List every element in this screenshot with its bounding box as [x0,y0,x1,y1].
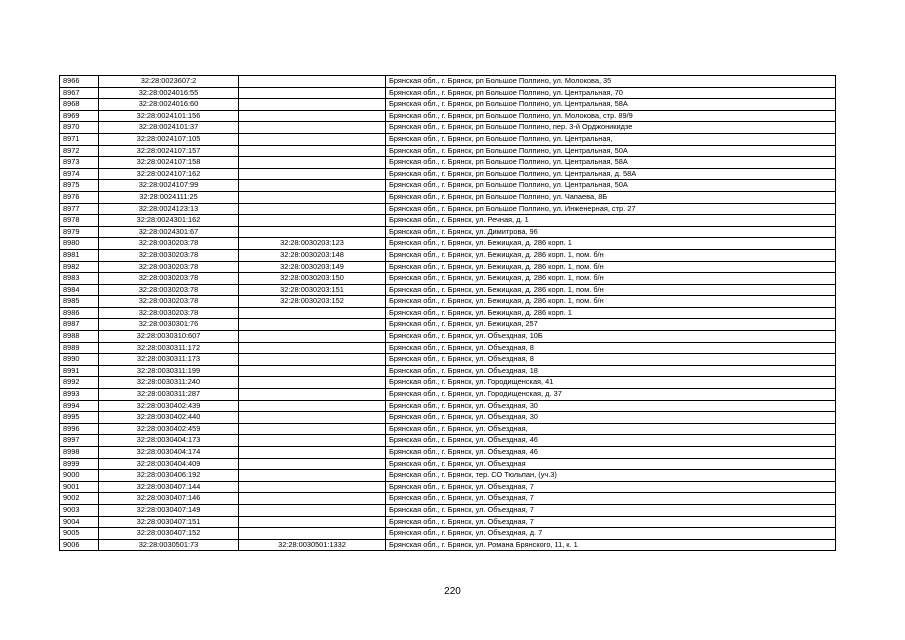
cadastral-number-cell: 32:28:0030402:440 [99,412,239,424]
table-row [60,157,836,169]
object-number-cell [239,400,386,412]
row-number-cell: 8981 [60,249,99,261]
row-number-cell: 8991 [60,365,99,377]
object-number-cell [239,528,386,540]
address-cell: Брянская обл., г. Брянск, ул. Объездная, 18 [386,365,836,377]
cadastral-number-cell: 32:28:0030311:199 [99,365,239,377]
row-number-cell: 8972 [60,145,99,157]
table-row [60,110,836,122]
row-number-cell: 9005 [60,528,99,540]
object-number-cell [239,191,386,203]
table-row [60,249,836,261]
row-number-cell: 8973 [60,157,99,169]
table-row [60,447,836,459]
cadastral-number-cell: 32:28:0030406:192 [99,470,239,482]
registry-table-body [60,76,836,551]
cadastral-number-cell: 32:28:0024107:157 [99,145,239,157]
address-cell: Брянская обл., г. Брянск, ул. Бежицкая, д. 286 корп. 1 [386,238,836,250]
row-number-cell: 8993 [60,389,99,401]
cadastral-number-cell: 32:28:0024107:99 [99,180,239,192]
address-cell: Брянская обл., г. Брянск, рп Большое Полпино, ул. Центральная, 58А [386,99,836,111]
row-number-cell: 8976 [60,191,99,203]
row-number-cell: 8971 [60,133,99,145]
cadastral-number-cell: 32:28:0030404:409 [99,458,239,470]
row-number-cell: 9003 [60,504,99,516]
table-row [60,389,836,401]
cadastral-number-cell: 32:28:0030311:287 [99,389,239,401]
row-number-cell: 8974 [60,168,99,180]
cadastral-number-cell: 32:28:0030407:152 [99,528,239,540]
cadastral-number-cell: 32:28:0030203:78 [99,249,239,261]
table-row [60,191,836,203]
table-row [60,122,836,134]
address-cell: Брянская обл., г. Брянск, ул. Бежицкая, д. 286 корп. 1, пом. б/н [386,273,836,285]
object-number-cell [239,76,386,88]
table-row [60,307,836,319]
cadastral-number-cell: 32:28:0030203:78 [99,238,239,250]
cadastral-number-cell: 32:28:0024111:25 [99,191,239,203]
row-number-cell: 8966 [60,76,99,88]
address-cell: Брянская обл., г. Брянск, ул. Объездная, 7 [386,516,836,528]
object-number-cell [239,133,386,145]
table-row [60,87,836,99]
address-cell: Брянская обл., г. Брянск, ул. Городищенская, д. 37 [386,389,836,401]
object-number-cell: 32:28:0030203:148 [239,249,386,261]
address-cell: Брянская обл., г. Брянск, ул. Димитрова, 96 [386,226,836,238]
table-row [60,354,836,366]
row-number-cell: 8975 [60,180,99,192]
cadastral-number-cell: 32:28:0024016:60 [99,99,239,111]
address-cell: Брянская обл., г. Брянск, ул. Городищенская, 41 [386,377,836,389]
cadastral-number-cell: 32:28:0024107:158 [99,157,239,169]
cadastral-number-cell: 32:28:0024301:162 [99,215,239,227]
address-cell: Брянская обл., г. Брянск, ул. Объездная, 7 [386,481,836,493]
row-number-cell: 8990 [60,354,99,366]
address-cell: Брянская обл., г. Брянск, рп Большое Полпино, пер. 3-й Орджоникидзе [386,122,836,134]
table-row [60,516,836,528]
cadastral-number-cell: 32:28:0024123:13 [99,203,239,215]
cadastral-number-cell: 32:28:0024101:156 [99,110,239,122]
object-number-cell [239,481,386,493]
row-number-cell: 8970 [60,122,99,134]
address-cell: Брянская обл., г. Брянск, ул. Бежицкая, д. 286 корп. 1, пом. б/н [386,249,836,261]
object-number-cell [239,377,386,389]
object-number-cell [239,145,386,157]
row-number-cell: 8978 [60,215,99,227]
table-row [60,168,836,180]
address-cell: Брянская обл., г. Брянск, ул. Объездная, 46 [386,447,836,459]
cadastral-number-cell: 32:28:0024301:67 [99,226,239,238]
address-cell: Брянская обл., г. Брянск, рп Большое Полпино, ул. Центральная, 50А [386,145,836,157]
cadastral-number-cell: 32:28:0030501:73 [99,539,239,551]
object-number-cell [239,99,386,111]
table-row [60,273,836,285]
object-number-cell: 32:28:0030203:151 [239,284,386,296]
object-number-cell [239,122,386,134]
address-cell: Брянская обл., г. Брянск, ул. Объездная, 8 [386,354,836,366]
row-number-cell: 9006 [60,539,99,551]
table-row [60,215,836,227]
table-row [60,400,836,412]
object-number-cell: 32:28:0030203:150 [239,273,386,285]
cadastral-number-cell: 32:28:0030407:144 [99,481,239,493]
row-number-cell: 8983 [60,273,99,285]
address-cell: Брянская обл., г. Брянск, рп Большое Полпино, ул. Центральная, 70 [386,87,836,99]
address-cell: Брянская обл., г. Брянск, рп Большое Полпино, ул. Чапаева, 8Б [386,191,836,203]
address-cell: Брянская обл., г. Брянск, ул. Объездная, 7 [386,504,836,516]
object-number-cell: 32:28:0030203:123 [239,238,386,250]
table-row [60,180,836,192]
object-number-cell [239,365,386,377]
cadastral-number-cell: 32:28:0030203:78 [99,296,239,308]
object-number-cell [239,423,386,435]
object-number-cell [239,226,386,238]
address-cell: Брянская обл., г. Брянск, ул. Бежицкая, 257 [386,319,836,331]
row-number-cell: 8999 [60,458,99,470]
cadastral-number-cell: 32:28:0023607:2 [99,76,239,88]
cadastral-number-cell: 32:28:0030203:78 [99,273,239,285]
cadastral-number-cell: 32:28:0030402:459 [99,423,239,435]
row-number-cell: 8985 [60,296,99,308]
address-cell: Брянская обл., г. Брянск, рп Большое Полпино, ул. Молокова, 35 [386,76,836,88]
table-row [60,470,836,482]
address-cell: Брянская обл., г. Брянск, рп Большое Полпино, ул. Инженерная, стр. 27 [386,203,836,215]
row-number-cell: 8998 [60,447,99,459]
cadastral-number-cell: 32:28:0030311:173 [99,354,239,366]
object-number-cell [239,215,386,227]
address-cell: Брянская обл., г. Брянск, рп Большое Полпино, ул. Центральная, д. 58А [386,168,836,180]
table-row [60,412,836,424]
object-number-cell: 32:28:0030501:1332 [239,539,386,551]
row-number-cell: 8989 [60,342,99,354]
address-cell: Брянская обл., г. Брянск, ул. Объездная, 8 [386,342,836,354]
object-number-cell: 32:28:0030203:152 [239,296,386,308]
row-number-cell: 8997 [60,435,99,447]
object-number-cell [239,319,386,331]
row-number-cell: 8994 [60,400,99,412]
table-row [60,458,836,470]
table-row [60,528,836,540]
address-cell: Брянская обл., г. Брянск, рп Большое Полпино, ул. Молокова, стр. 89/9 [386,110,836,122]
row-number-cell: 8979 [60,226,99,238]
address-cell: Брянская обл., г. Брянск, рп Большое Полпино, ул. Центральная, 50А [386,180,836,192]
table-row [60,481,836,493]
row-number-cell: 8995 [60,412,99,424]
row-number-cell: 8986 [60,307,99,319]
object-number-cell [239,157,386,169]
cadastral-number-cell: 32:28:0030310:607 [99,331,239,343]
row-number-cell: 8996 [60,423,99,435]
row-number-cell: 9004 [60,516,99,528]
address-cell: Брянская обл., г. Брянск, ул. Объездная, [386,423,836,435]
cadastral-number-cell: 32:28:0024016:55 [99,87,239,99]
object-number-cell [239,447,386,459]
cadastral-number-cell: 32:28:0030311:240 [99,377,239,389]
object-number-cell [239,504,386,516]
row-number-cell: 8988 [60,331,99,343]
address-cell: Брянская обл., г. Брянск, ул. Объездная, 46 [386,435,836,447]
address-cell: Брянская обл., г. Брянск, ул. Бежицкая, д. 286 корп. 1, пом. б/н [386,284,836,296]
row-number-cell: 8969 [60,110,99,122]
row-number-cell: 8992 [60,377,99,389]
cadastral-number-cell: 32:28:0030203:78 [99,307,239,319]
address-cell: Брянская обл., г. Брянск, ул. Объездная, 30 [386,400,836,412]
object-number-cell [239,389,386,401]
object-number-cell [239,516,386,528]
address-cell: Брянская обл., г. Брянск, ул. Объездная, 7 [386,493,836,505]
object-number-cell [239,412,386,424]
object-number-cell [239,168,386,180]
table-row [60,76,836,88]
object-number-cell [239,493,386,505]
cadastral-number-cell: 32:28:0030407:146 [99,493,239,505]
page-number: 220 [444,586,461,597]
object-number-cell [239,435,386,447]
table-row [60,435,836,447]
object-number-cell [239,307,386,319]
object-number-cell [239,331,386,343]
row-number-cell: 8984 [60,284,99,296]
object-number-cell [239,354,386,366]
table-row [60,99,836,111]
row-number-cell: 8987 [60,319,99,331]
table-row [60,493,836,505]
row-number-cell: 9001 [60,481,99,493]
cadastral-number-cell: 32:28:0030203:78 [99,284,239,296]
table-row [60,296,836,308]
row-number-cell: 8982 [60,261,99,273]
cadastral-number-cell: 32:28:0024101:37 [99,122,239,134]
registry-table [59,75,836,551]
table-row [60,377,836,389]
cadastral-number-cell: 32:28:0024107:105 [99,133,239,145]
object-number-cell [239,203,386,215]
cadastral-number-cell: 32:28:0024107:162 [99,168,239,180]
object-number-cell: 32:28:0030203:149 [239,261,386,273]
cadastral-number-cell: 32:28:0030407:149 [99,504,239,516]
table-row [60,226,836,238]
table-row [60,284,836,296]
object-number-cell [239,180,386,192]
table-row [60,539,836,551]
object-number-cell [239,342,386,354]
address-cell: Брянская обл., г. Брянск, ул. Объездная, 30 [386,412,836,424]
table-row [60,133,836,145]
row-number-cell: 8980 [60,238,99,250]
address-cell: Брянская обл., г. Брянск, тер. СО Тюльпан, (уч.3) [386,470,836,482]
table-row [60,203,836,215]
row-number-cell: 8967 [60,87,99,99]
cadastral-number-cell: 32:28:0030404:174 [99,447,239,459]
row-number-cell: 9002 [60,493,99,505]
cadastral-number-cell: 32:28:0030203:78 [99,261,239,273]
address-cell: Брянская обл., г. Брянск, ул. Бежицкая, д. 286 корп. 1, пом. б/н [386,296,836,308]
address-cell: Брянская обл., г. Брянск, ул. Романа Брянского, 11, к. 1 [386,539,836,551]
address-cell: Брянская обл., г. Брянск, рп Большое Полпино, ул. Центральная, 58А [386,157,836,169]
address-cell: Брянская обл., г. Брянск, ул. Объездная [386,458,836,470]
table-row [60,145,836,157]
object-number-cell [239,87,386,99]
table-row [60,331,836,343]
cadastral-number-cell: 32:28:0030407:151 [99,516,239,528]
cadastral-number-cell: 32:28:0030301:76 [99,319,239,331]
object-number-cell [239,110,386,122]
table-row [60,261,836,273]
object-number-cell [239,470,386,482]
cadastral-number-cell: 32:28:0030404:173 [99,435,239,447]
table-row [60,319,836,331]
address-cell: Брянская обл., г. Брянск, рп Большое Полпино, ул. Центральная, [386,133,836,145]
cadastral-number-cell: 32:28:0030402:439 [99,400,239,412]
table-row [60,238,836,250]
address-cell: Брянская обл., г. Брянск, ул. Объездная, 10Б [386,331,836,343]
address-cell: Брянская обл., г. Брянск, ул. Бежицкая, д. 286 корп. 1, пом. б/н [386,261,836,273]
table-row [60,365,836,377]
table-row [60,504,836,516]
address-cell: Брянская обл., г. Брянск, ул. Бежицкая, д. 286 корп. 1 [386,307,836,319]
object-number-cell [239,458,386,470]
row-number-cell: 9000 [60,470,99,482]
cadastral-number-cell: 32:28:0030311:172 [99,342,239,354]
address-cell: Брянская обл., г. Брянск, ул. Речная, д. 1 [386,215,836,227]
address-cell: Брянская обл., г. Брянск, ул. Объездная, д. 7 [386,528,836,540]
table-row [60,342,836,354]
row-number-cell: 8977 [60,203,99,215]
row-number-cell: 8968 [60,99,99,111]
table-row [60,423,836,435]
